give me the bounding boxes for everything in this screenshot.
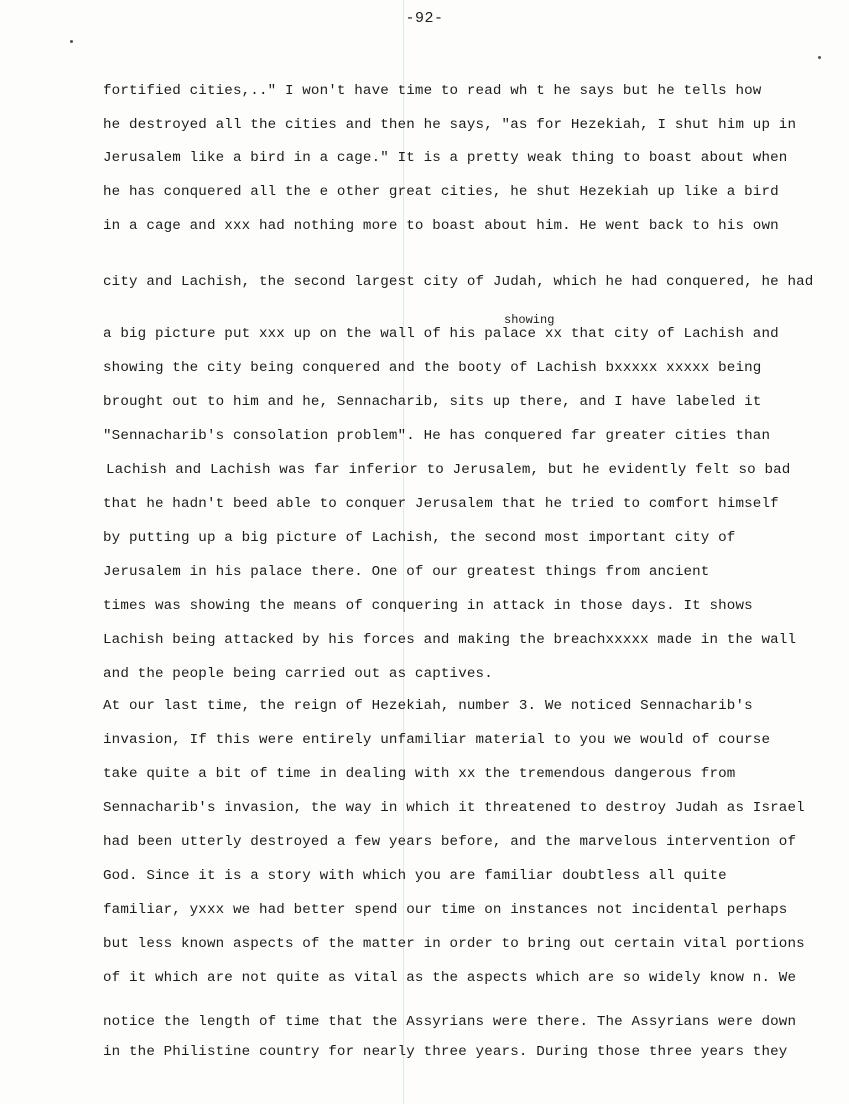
text-line: in the Philistine country for nearly three years. During those three years they xyxy=(103,1044,788,1060)
text-line: by putting up a big picture of Lachish, the second most important city of xyxy=(103,530,736,546)
text-line: brought out to him and he, Sennacharib, sits up there, and I have labeled it xyxy=(103,394,762,410)
text-line: At our last time, the reign of Hezekiah, number 3. We noticed Sennacharib's xyxy=(103,698,753,714)
text-line: God. Since it is a story with which you are familiar doubtless all quite xyxy=(103,868,727,884)
text-line: city and Lachish, the second largest city of Judah, which he had conquered, he had xyxy=(103,274,814,290)
text-line: take quite a bit of time in dealing with xx the tremendous dangerous from xyxy=(103,766,736,782)
text-line: Jerusalem like a bird in a cage." It is a pretty weak thing to boast about when xyxy=(103,150,788,166)
text-line: invasion, If this were entirely unfamiliar material to you we would of course xyxy=(103,732,771,748)
text-line: Sennacharib's invasion, the way in which it threatened to destroy Judah as Israel xyxy=(103,800,805,816)
text-line: Lachish and Lachish was far inferior to Jerusalem, but he evidently felt so bad xyxy=(106,462,791,478)
text-line: a big picture put xxx up on the wall of his palace xx that city of Lachish and xyxy=(103,326,779,342)
text-line: and the people being carried out as captives. xyxy=(103,666,493,682)
text-line: that he hadn't beed able to conquer Jerusalem that he tried to comfort himself xyxy=(103,496,779,512)
text-line: he has conquered all the e other great cities, he shut Hezekiah up like a bird xyxy=(103,184,779,200)
text-line: familiar, yxxx we had better spend our time on instances not incidental perhaps xyxy=(103,902,788,918)
page-number: -92- xyxy=(405,10,444,27)
text-line: of it which are not quite as vital as the aspects which are so widely know n. We xyxy=(103,970,797,986)
text-line: notice the length of time that the Assyrians were there. The Assyrians were down xyxy=(103,1014,797,1030)
text-line: fortified cities,.." I won't have time to read wh t he says but he tells how xyxy=(103,83,762,99)
text-line: Lachish being attacked by his forces and making the breachxxxxx made in the wall xyxy=(103,632,797,648)
text-line: he destroyed all the cities and then he says, "as for Hezekiah, I shut him up in xyxy=(103,117,797,133)
scan-speck xyxy=(818,56,821,59)
text-line: times was showing the means of conquering in attack in those days. It shows xyxy=(103,598,753,614)
text-line: in a cage and xxx had nothing more to boast about him. He went back to his own xyxy=(103,218,779,234)
text-line: showing the city being conquered and the booty of Lachish bxxxxx xxxxx being xyxy=(103,360,762,376)
text-line: "Sennacharib's consolation problem". He has conquered far greater cities than xyxy=(103,428,771,444)
text-line: Jerusalem in his palace there. One of our greatest things from ancient xyxy=(103,564,710,580)
text-line: had been utterly destroyed a few years before, and the marvelous intervention of xyxy=(103,834,797,850)
scan-speck xyxy=(70,40,73,43)
text-line: but less known aspects of the matter in order to bring out certain vital portions xyxy=(103,936,805,952)
handwritten-insertion: showing xyxy=(504,313,555,327)
